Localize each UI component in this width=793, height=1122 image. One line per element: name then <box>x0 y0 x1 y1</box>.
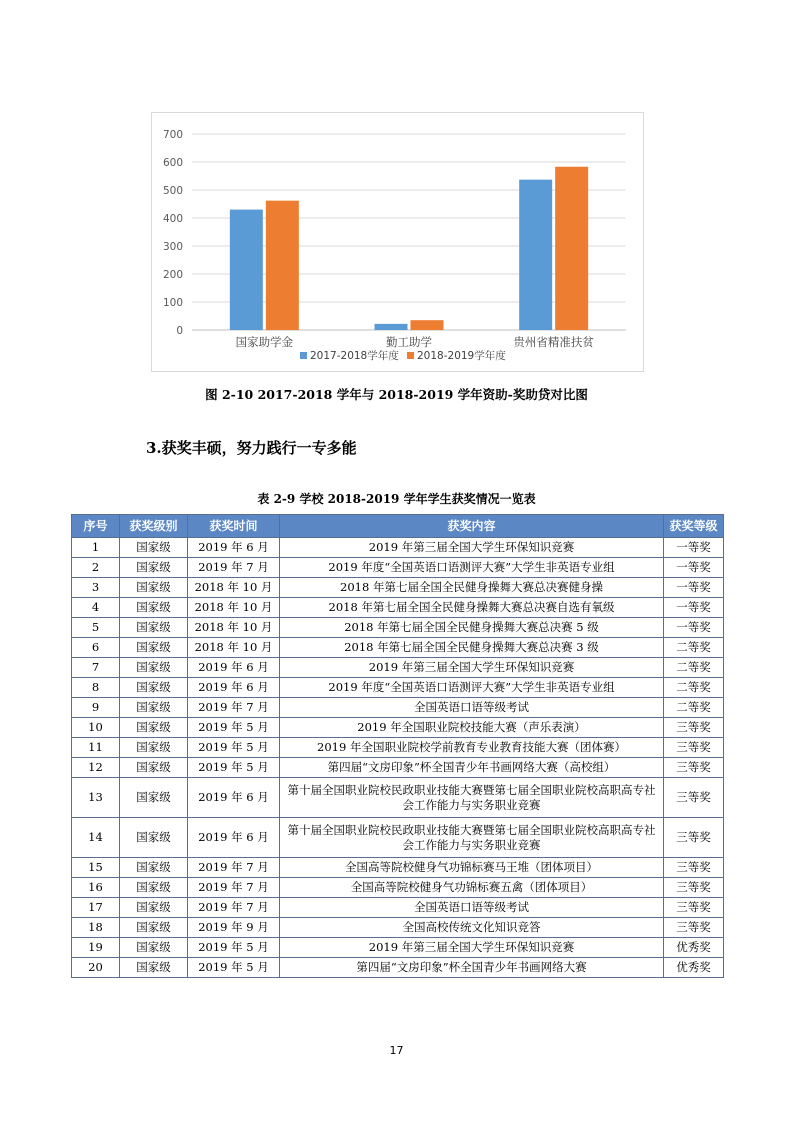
cell-no: 14 <box>72 818 120 858</box>
cell-content: 第四届“文房印象”杯全国青少年书画网络大赛 <box>280 958 664 978</box>
cell-level: 国家级 <box>120 558 188 578</box>
x-category-label: 国家助学金 <box>235 335 294 349</box>
table-row <box>72 738 724 758</box>
cell-grade: 一等奖 <box>664 578 724 598</box>
cell-no: 12 <box>72 758 120 778</box>
header-grade: 获奖等级 <box>664 515 724 538</box>
cell-grade: 三等奖 <box>664 758 724 778</box>
cell-level: 国家级 <box>120 818 188 858</box>
cell-time: 2019 年 5 月 <box>188 938 280 958</box>
cell-time: 2019 年 7 月 <box>188 858 280 878</box>
cell-level: 国家级 <box>120 918 188 938</box>
x-category-label: 贵州省精准扶贫 <box>513 335 594 349</box>
awards-table <box>71 514 724 978</box>
cell-no: 20 <box>72 958 120 978</box>
cell-level: 国家级 <box>120 598 188 618</box>
cell-content: 第十届全国职业院校民政职业技能大赛暨第七届全国职业院校高职高专社会工作能力与实务职业竞赛 <box>280 778 664 818</box>
cell-level: 国家级 <box>120 658 188 678</box>
cell-time: 2019 年 7 月 <box>188 878 280 898</box>
cell-grade: 三等奖 <box>664 858 724 878</box>
cell-level: 国家级 <box>120 718 188 738</box>
cell-time: 2019 年 7 月 <box>188 898 280 918</box>
legend-label: 2018-2019学年度 <box>417 350 506 362</box>
y-tick-label: 500 <box>162 185 183 197</box>
cell-grade: 二等奖 <box>664 678 724 698</box>
cell-content: 2018 年第七届全国全民健身操舞大赛总决赛 5 级 <box>280 618 664 638</box>
page-number: 17 <box>389 1044 404 1057</box>
cell-level: 国家级 <box>120 938 188 958</box>
figure-caption: 图 2-10 2017-2018 学年与 2018-2019 学年资助-奖助贷对比图 <box>205 387 588 402</box>
cell-content: 2019 年度“全国英语口语测评大赛”大学生非英语专业组 <box>280 678 664 698</box>
cell-level: 国家级 <box>120 958 188 978</box>
cell-time: 2018 年 10 月 <box>188 638 280 658</box>
header-time: 获奖时间 <box>188 515 280 538</box>
table-row <box>72 878 724 898</box>
table-row <box>72 898 724 918</box>
table-row <box>72 598 724 618</box>
cell-grade: 三等奖 <box>664 718 724 738</box>
cell-no: 2 <box>72 558 120 578</box>
cell-level: 国家级 <box>120 618 188 638</box>
cell-content: 全国英语口语等级考试 <box>280 898 664 918</box>
cell-no: 10 <box>72 718 120 738</box>
cell-content: 2019 年第三届全国大学生环保知识竞赛 <box>280 938 664 958</box>
cell-grade: 一等奖 <box>664 618 724 638</box>
cell-time: 2019 年 7 月 <box>188 698 280 718</box>
cell-grade: 二等奖 <box>664 658 724 678</box>
cell-no: 13 <box>72 778 120 818</box>
cell-content: 2019 年全国职业院校学前教育专业教育技能大赛（团体赛） <box>280 738 664 758</box>
bar-series-2 <box>266 201 299 330</box>
cell-time: 2019 年 6 月 <box>188 778 280 818</box>
cell-time: 2019 年 5 月 <box>188 738 280 758</box>
cell-level: 国家级 <box>120 878 188 898</box>
cell-no: 9 <box>72 698 120 718</box>
cell-no: 8 <box>72 678 120 698</box>
cell-grade: 三等奖 <box>664 918 724 938</box>
cell-no: 3 <box>72 578 120 598</box>
chart-canvas <box>152 113 643 371</box>
cell-content: 全国高等院校健身气功锦标赛五禽（团体项目） <box>280 878 664 898</box>
y-tick-label: 300 <box>162 241 183 253</box>
x-category-label: 勤工助学 <box>386 335 432 349</box>
cell-grade: 三等奖 <box>664 738 724 758</box>
cell-content: 2018 年第七届全国全民健身操舞大赛总决赛 3 级 <box>280 638 664 658</box>
y-tick-label: 400 <box>162 213 183 225</box>
cell-level: 国家级 <box>120 698 188 718</box>
awards-table-body <box>72 538 724 978</box>
cell-level: 国家级 <box>120 758 188 778</box>
cell-content: 全国高校传统文化知识竞答 <box>280 918 664 938</box>
table-row <box>72 778 724 818</box>
cell-level: 国家级 <box>120 738 188 758</box>
cell-grade: 优秀奖 <box>664 958 724 978</box>
cell-time: 2018 年 10 月 <box>188 618 280 638</box>
cell-time: 2019 年 5 月 <box>188 758 280 778</box>
cell-no: 11 <box>72 738 120 758</box>
cell-no: 7 <box>72 658 120 678</box>
cell-no: 5 <box>72 618 120 638</box>
cell-content: 2019 年第三届全国大学生环保知识竞赛 <box>280 658 664 678</box>
legend-swatch <box>407 352 414 359</box>
table-row <box>72 678 724 698</box>
cell-time: 2019 年 6 月 <box>188 678 280 698</box>
table-row <box>72 658 724 678</box>
header-no: 序号 <box>72 515 120 538</box>
cell-grade: 优秀奖 <box>664 938 724 958</box>
cell-no: 18 <box>72 918 120 938</box>
cell-grade: 三等奖 <box>664 878 724 898</box>
y-tick-label: 100 <box>162 297 183 309</box>
cell-content: 2019 年度“全国英语口语测评大赛”大学生非英语专业组 <box>280 558 664 578</box>
cell-level: 国家级 <box>120 638 188 658</box>
bar-series-1 <box>519 180 552 330</box>
table-row <box>72 698 724 718</box>
table-row <box>72 578 724 598</box>
section-heading: 3.获奖丰硕，努力践行一专多能 <box>146 439 357 457</box>
table-row <box>72 918 724 938</box>
cell-level: 国家级 <box>120 678 188 698</box>
table-row <box>72 558 724 578</box>
cell-level: 国家级 <box>120 778 188 818</box>
cell-content: 第四届“文房印象”杯全国青少年书画网络大赛（高校组） <box>280 758 664 778</box>
cell-content: 2019 年全国职业院校技能大赛（声乐表演） <box>280 718 664 738</box>
cell-no: 1 <box>72 538 120 558</box>
cell-level: 国家级 <box>120 858 188 878</box>
y-tick-label: 700 <box>162 129 183 141</box>
bar-series-1 <box>375 324 408 330</box>
table-row <box>72 618 724 638</box>
table-row <box>72 718 724 738</box>
cell-no: 17 <box>72 898 120 918</box>
legend-label: 2017-2018学年度 <box>310 350 399 362</box>
table-caption: 表 2-9 学校 2018-2019 学年学生获奖情况一览表 <box>257 492 536 506</box>
legend-swatch <box>300 352 307 359</box>
cell-level: 国家级 <box>120 538 188 558</box>
bar-chart <box>151 112 644 372</box>
cell-time: 2019 年 6 月 <box>188 658 280 678</box>
table-row <box>72 758 724 778</box>
cell-no: 6 <box>72 638 120 658</box>
bar-series-1 <box>230 210 263 330</box>
y-tick-label: 200 <box>162 269 183 281</box>
table-header-row <box>72 515 724 538</box>
cell-time: 2019 年 5 月 <box>188 958 280 978</box>
cell-content: 2018 年第七届全国全民健身操舞大赛总决赛自选有氧级 <box>280 598 664 618</box>
cell-time: 2018 年 10 月 <box>188 578 280 598</box>
cell-time: 2019 年 7 月 <box>188 558 280 578</box>
cell-time: 2018 年 10 月 <box>188 598 280 618</box>
cell-no: 4 <box>72 598 120 618</box>
cell-content: 全国英语口语等级考试 <box>280 698 664 718</box>
table-row <box>72 638 724 658</box>
cell-no: 19 <box>72 938 120 958</box>
cell-time: 2019 年 6 月 <box>188 538 280 558</box>
cell-grade: 一等奖 <box>664 598 724 618</box>
table-row <box>72 538 724 558</box>
cell-grade: 三等奖 <box>664 818 724 858</box>
cell-content: 2018 年第七届全国全民健身操舞大赛总决赛健身操 <box>280 578 664 598</box>
cell-content: 全国高等院校健身气功锦标赛马王堆（团体项目） <box>280 858 664 878</box>
bar-series-2 <box>411 320 444 330</box>
table-row <box>72 818 724 858</box>
cell-grade: 三等奖 <box>664 898 724 918</box>
cell-content: 2019 年第三届全国大学生环保知识竞赛 <box>280 538 664 558</box>
table-row <box>72 938 724 958</box>
cell-grade: 一等奖 <box>664 558 724 578</box>
cell-content: 第十届全国职业院校民政职业技能大赛暨第七届全国职业院校高职高专社会工作能力与实务职业竞赛 <box>280 818 664 858</box>
cell-grade: 一等奖 <box>664 538 724 558</box>
cell-time: 2019 年 5 月 <box>188 718 280 738</box>
cell-time: 2019 年 9 月 <box>188 918 280 938</box>
cell-level: 国家级 <box>120 898 188 918</box>
cell-level: 国家级 <box>120 578 188 598</box>
bar-series-2 <box>555 167 588 330</box>
cell-no: 16 <box>72 878 120 898</box>
y-tick-label: 0 <box>176 325 183 337</box>
cell-no: 15 <box>72 858 120 878</box>
cell-grade: 二等奖 <box>664 638 724 658</box>
header-content: 获奖内容 <box>280 515 664 538</box>
header-level: 获奖级别 <box>120 515 188 538</box>
table-row <box>72 858 724 878</box>
cell-grade: 二等奖 <box>664 698 724 718</box>
y-tick-label: 600 <box>162 157 183 169</box>
cell-time: 2019 年 6 月 <box>188 818 280 858</box>
table-row <box>72 958 724 978</box>
cell-grade: 三等奖 <box>664 778 724 818</box>
